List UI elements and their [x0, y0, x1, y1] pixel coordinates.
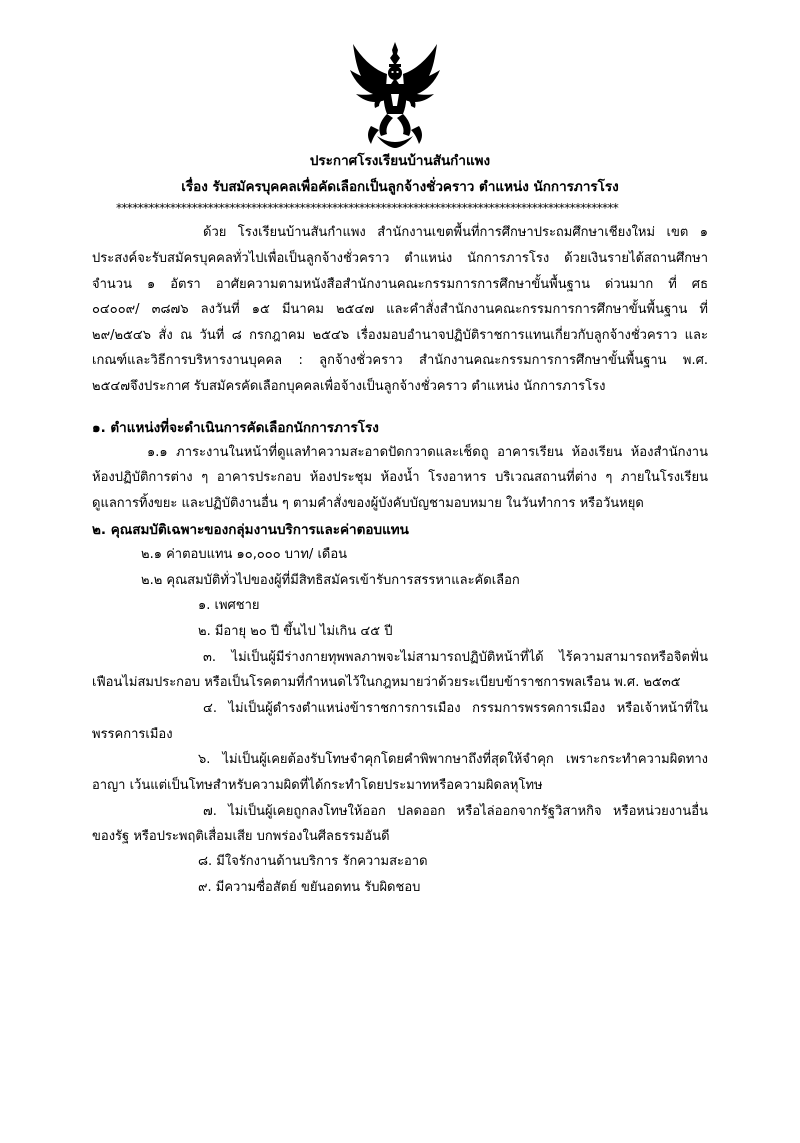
separator-line: ********************************************************************************************* — [116, 201, 619, 215]
qualification-item: ๔. ไม่เป็นผู้ดำรงตำแหน่งข้าราชการการเมือง กรรมการพรรคการเมือง หรือเจ้าหน้าที่ใน — [203, 701, 708, 716]
section1-heading: ๑. ตำแหน่งที่จะดำเนินการคัดเลือกนักการภารโรง — [92, 420, 379, 436]
section1-line: ดูแลการทิ้งขยะ และปฏิบัติงานอื่น ๆ ตามคำสั่งของผู้บังคับบัญชามอบหมาย ในวันทำการ หรือวันหยุด — [92, 496, 644, 511]
intro-line: ด้วย โรงเรียนบ้านสันกำแพง สำนักงานเขตพื้นที่การศึกษาประถมศึกษาเชียงใหม่ เขต ๑ — [203, 225, 708, 240]
qualification-item: ๘. มีใจรักงานด้านบริการ รักความสะอาด — [198, 854, 428, 869]
intro-line: เกณฑ์และวิธีการบริหารงานบุคคล : ลูกจ้างชั่วคราว สำนักงานคณะกรรมการการศึกษาขั้นพื้นฐาน พ.ศ. — [92, 353, 708, 368]
qualification-item: ๓. ไม่เป็นผู้มีร่างกายทุพพลภาพจะไม่สามารถปฏิบัติหน้าที่ได้ ไร้ความสามารถหรือจิตฟั่น — [203, 650, 708, 665]
announcement-subject: เรื่อง รับสมัครบุคคลเพื่อคัดเลือกเป็นลูกจ้างชั่วคราว ตำแหน่ง นักการภารโรง — [181, 179, 619, 195]
qualification-item: ๑. เพศชาย — [198, 598, 260, 613]
qualification-item: ๙. มีความซื่อสัตย์ ขยันอดทน รับผิดชอบ — [198, 880, 421, 895]
intro-line: จำนวน ๑ อัตรา อาศัยความตามหนังสือสำนักงานคณะกรรมการการศึกษาขั้นพื้นฐาน ด่วนมาก ที่ ศธ — [92, 277, 708, 292]
intro-line: ๐๔๐๐๙/ ๓๘๗๖ ลงวันที่ ๑๕ มีนาคม ๒๕๔๗ และคำสั่งสำนักงานคณะกรรมการการศึกษาขั้นพื้นฐาน ที่ — [92, 302, 708, 317]
section1-line: ห้องปฏิบัติการต่าง ๆ อาคารประกอบ ห้องประชุม ห้องน้ำ โรงอาหาร บริเวณสถานที่ต่าง ๆ ภายในโรงเรียน — [92, 470, 708, 485]
section2-heading: ๒. คุณสมบัติเฉพาะของกลุ่มงานบริการและค่าตอบแทน — [92, 522, 409, 538]
qualification-item: ๗. ไม่เป็นผู้เคยถูกลงโทษให้ออก ปลดออก หรือไล่ออกจากรัฐวิสาหกิจ หรือหน่วยงานอื่น — [203, 804, 708, 819]
section1-line: ๑.๑ ภาระงานในหน้าที่ดูแลทำความสะอาดปัดกวาดและเช็ดถู อาคารเรียน ห้องเรียน ห้องสำนักงาน — [147, 445, 708, 460]
garuda-emblem-icon — [347, 40, 443, 150]
qualification-item-cont: เฟือนไม่สมประกอบ หรือเป็นโรคตามที่กำหนดไว้ในกฎหมายว่าด้วยระเบียบข้าราชการพลเรือน พ.ศ. ๒๕๓๕ — [92, 675, 681, 690]
intro-line: ๒๙/๒๕๔๖ สั่ง ณ วันที่ ๘ กรกฎาคม ๒๕๔๖ เรื่องมอบอำนาจปฏิบัติราชการแทนเกี่ยวกับลูกจ้างชั่วคราว และ — [92, 328, 708, 343]
intro-line: ๒๕๔๗จึงประกาศ รับสมัครคัดเลือกบุคคลเพื่อจ้างเป็นลูกจ้างชั่วคราว ตำแหน่ง นักการภารโรง — [92, 379, 606, 394]
pay-rate: ๒.๑ ค่าตอบแทน ๑๐,๐๐๐ บาท/ เดือน — [141, 547, 348, 562]
qualification-item-cont: พรรคการเมือง — [92, 727, 173, 742]
qualification-item: ๒. มีอายุ ๒๐ ปี ขึ้นไป ไม่เกิน ๔๕ ปี — [198, 624, 393, 639]
intro-line: ประสงค์จะรับสมัครบุคคลทั่วไปเพื่อเป็นลูกจ้างชั่วคราว ตำแหน่ง นักการภารโรง ด้วยเงินรายได้สถานศึกษา — [92, 251, 708, 266]
qualification-item: ๖. ไม่เป็นผู้เคยต้องรับโทษจำคุกโดยคำพิพากษาถึงที่สุดให้จำคุก เพราะกระทำความผิดทาง — [198, 752, 708, 767]
announcement-title: ประกาศโรงเรียนบ้านสันกำแพง — [309, 153, 491, 169]
qualification-item-cont: อาญา เว้นแต่เป็นโทษสำหรับความผิดที่ได้กระทำโดยประมาทหรือความผิดลหุโทษ — [92, 778, 543, 793]
qualification-item-cont: ของรัฐ หรือประพฤติเสื่อมเสีย บกพร่องในศีลธรรมอันดี — [92, 829, 390, 844]
general-qualifications: ๒.๒ คุณสมบัติทั่วไปของผู้ที่มีสิทธิสมัครเข้ารับการสรรหาและคัดเลือก — [141, 573, 520, 588]
